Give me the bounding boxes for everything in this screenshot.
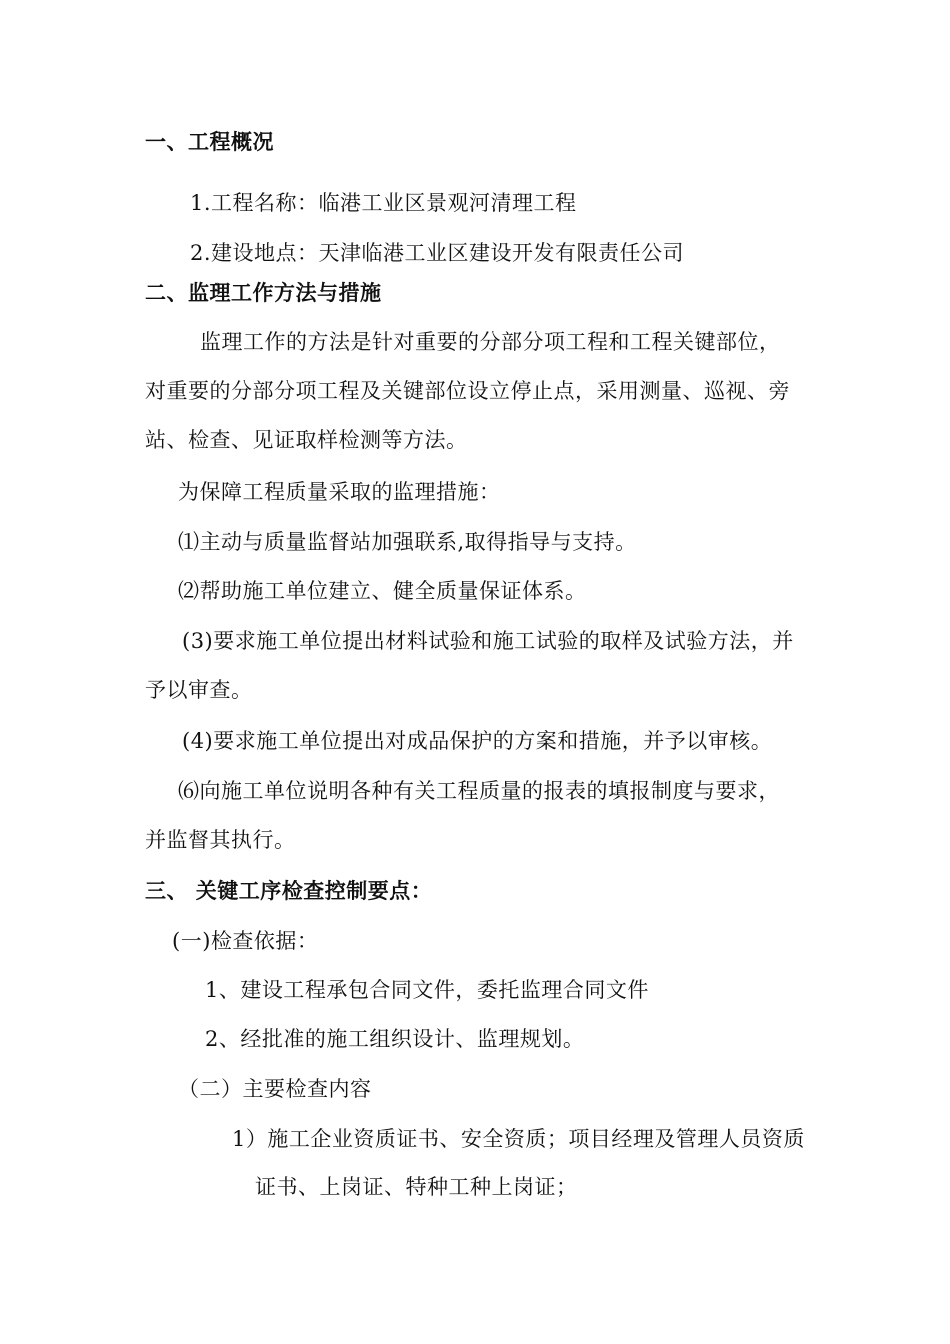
measure-3-line1: (3)要求施工单位提出材料试验和施工试验的取样及试验方法，并	[182, 629, 794, 653]
project-name: 1.工程名称：临港工业区景观河清理工程	[190, 191, 577, 215]
measure-4: (4)要求施工单位提出对成品保护的方案和措施，并予以审核。	[182, 729, 773, 753]
inspection-basis-item2: 2、经批准的施工组织设计、监理规划。	[205, 1027, 585, 1051]
section3-heading: 三、 关键工序检查控制要点：	[145, 879, 433, 903]
main-inspection-item1-line1: 1）施工企业资质证书、安全资质；项目经理及管理人员资质	[232, 1127, 805, 1151]
method-paragraph-line1: 监理工作的方法是针对重要的分部分项工程和工程关键部位，	[200, 330, 781, 354]
inspection-basis-heading: (一)检查依据：	[172, 929, 319, 953]
inspection-basis-item1: 1、建设工程承包合同文件，委托监理合同文件	[205, 978, 649, 1002]
measure-3-line2: 予以审查。	[145, 678, 253, 702]
measure-2: ⑵帮助施工单位建立、健全质量保证体系。	[178, 579, 587, 603]
measure-6-line1: ⑹向施工单位说明各种有关工程质量的报表的填报制度与要求，	[178, 779, 780, 803]
main-inspection-item1-line2: 证书、上岗证、特种工种上岗证；	[255, 1175, 578, 1199]
method-paragraph-line2: 对重要的分部分项工程及关键部位设立停止点，采用测量、巡视、旁	[145, 379, 790, 403]
main-inspection-heading: （二）主要检查内容	[178, 1077, 372, 1101]
method-paragraph-line3: 站、检查、见证取样检测等方法。	[145, 428, 468, 452]
measures-intro: 为保障工程质量采取的监理措施：	[178, 480, 501, 504]
measure-1: ⑴主动与质量监督站加强联系,取得指导与支持。	[178, 530, 637, 554]
section2-heading: 二、监理工作方法与措施	[145, 281, 382, 305]
measure-6-line2: 并监督其执行。	[145, 828, 296, 852]
project-location: 2.建设地点：天津临港工业区建设开发有限责任公司	[190, 241, 685, 265]
section1-heading: 一、工程概况	[145, 130, 274, 154]
